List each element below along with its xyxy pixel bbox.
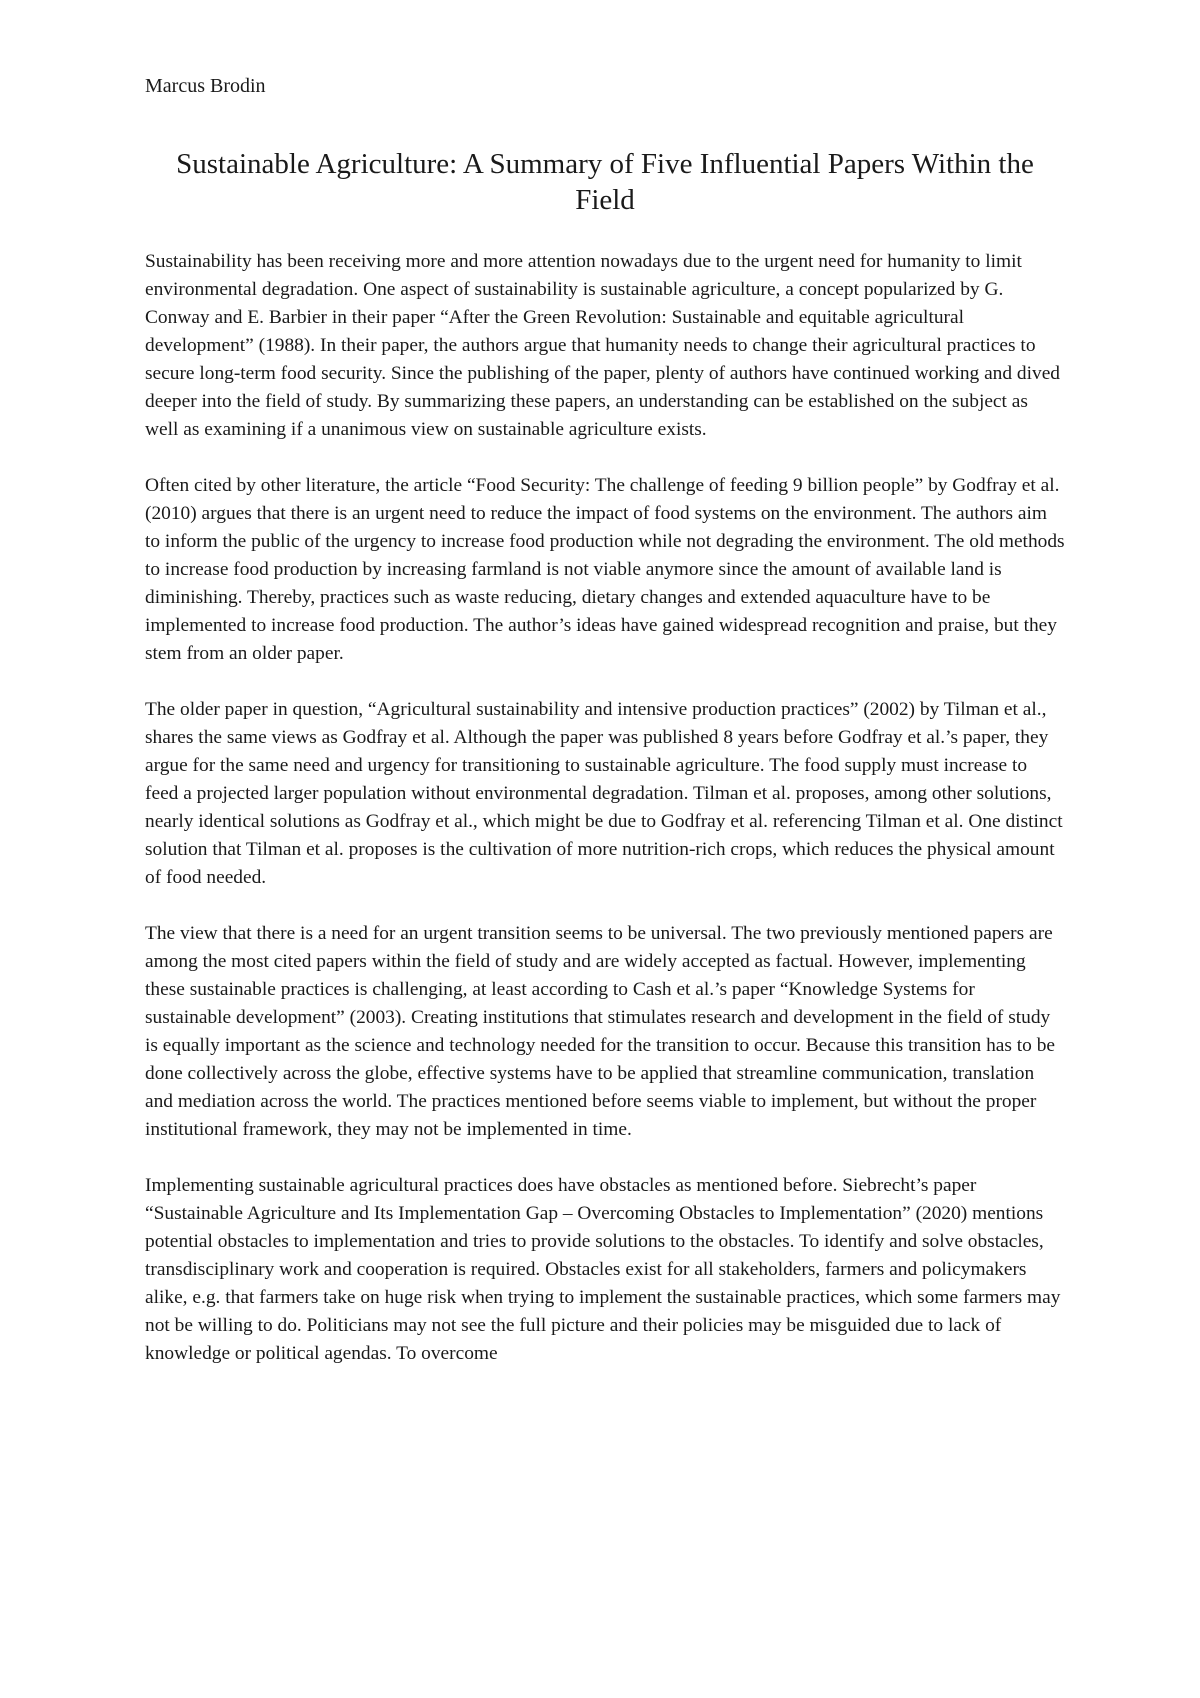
paragraph-siebrecht: Implementing sustainable agricultural practices does have obstacles as mentioned before. Siebrecht’s paper “Sustainable Agriculture and Its Implementation Gap – Overcoming Obstacles to Implementation” (2020) mentions potential obstacles to implementation and tries to provide solutions to the obstacles. To identify and solve obstacles, transdisciplinary work and cooperation is required. Obstacles exist for all stakeholders, farmers and policymakers alike, e.g. that farmers take on huge risk when trying to implement the sustainable practices, which some farmers may not be willing to do. Politicians may not see the full picture and their policies may be misguided due to lack of knowledge or political agendas. To overcome [145, 1175, 1061, 1364]
author-name: Marcus Brodin [145, 75, 266, 97]
paragraph-godfray: Often cited by other literature, the article “Food Security: The challenge of feeding 9 billion people” by Godfray et al. (2010) argues that there is an urgent need to reduce the impact of food systems on the environment. The authors aim to inform the public of the urgency to increase food production while not degrading the environment. The old methods to increase food production by increasing farmland is not viable anymore since the amount of available land is diminishing. Thereby, practices such as waste reducing, dietary changes and extended aquaculture have to be implemented to increase food production. The author’s ideas have gained widespread recognition and praise, but they stem from an older paper. [145, 475, 1065, 664]
paragraph-intro: Sustainability has been receiving more and more attention nowadays due to the urgent need for humanity to limit environmental degradation. One aspect of sustainability is sustainable agriculture, a concept popularized by G. Conway and E. Barbier in their paper “After the Green Revolution: Sustainable and equitable agricultural development” (1988). In their paper, the authors argue that humanity needs to change their agricultural practices to secure long-term food security. Since the publishing of the paper, plenty of authors have continued working and dived deeper into the field of study. By summarizing these papers, an understanding can be established on the subject as well as examining if a unanimous view on sustainable agriculture exists. [145, 251, 1061, 440]
document-body [145, 248, 1065, 1396]
document-title: Sustainable Agriculture: A Summary of Five Influential Papers Within the Field [176, 148, 1034, 216]
paragraph-cash: The view that there is a need for an urgent transition seems to be universal. The two previously mentioned papers are among the most cited papers within the field of study and are widely accepted as factual. However, implementing these sustainable practices is challenging, at least according to Cash et al.’s paper “Knowledge Systems for sustainable development” (2003). Creating institutions that stimulates research and development in the field of study is equally important as the science and technology needed for the transition to occur. Because this transition has to be done collectively across the globe, effective systems have to be applied that streamline communication, translation and mediation across the world. The practices mentioned before seems viable to implement, but without the proper institutional framework, they may not be implemented in time. [145, 923, 1056, 1140]
paragraph-tilman: The older paper in question, “Agricultural sustainability and intensive production practices” (2002) by Tilman et al., shares the same views as Godfray et al. Although the paper was published 8 years before Godfray et al.’s paper, they argue for the same need and urgency for transitioning to sustainable agriculture. The food supply must increase to feed a projected larger population without environmental degradation. Tilman et al. proposes, among other solutions, nearly identical solutions as Godfray et al., which might be due to Godfray et al. referencing Tilman et al. One distinct solution that Tilman et al. proposes is the cultivation of more nutrition-rich crops, which reduces the physical amount of food needed. [145, 699, 1063, 888]
